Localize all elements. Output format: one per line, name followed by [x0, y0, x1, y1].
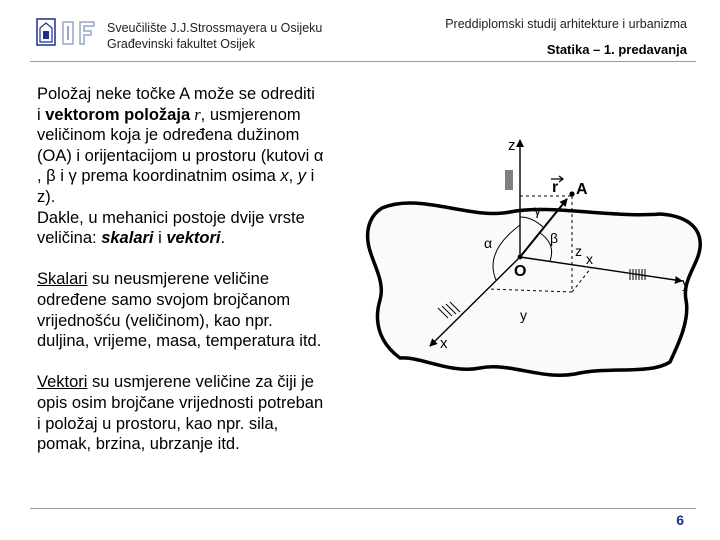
- beta-label: β: [550, 230, 559, 246]
- origin-label: O: [514, 263, 527, 280]
- point-a-dot: [569, 191, 574, 196]
- university-logo: [36, 18, 98, 48]
- p1-line1: Položaj neke točke A može se odrediti: [37, 85, 315, 103]
- lecture-title: Statika – 1. predavanja: [546, 42, 687, 57]
- term-vektori: Vektori: [37, 373, 88, 392]
- faculty-name: Građevinski fakultet Osijek: [107, 37, 255, 51]
- footer-divider: [30, 508, 696, 509]
- term-scalari: Skalari: [37, 270, 88, 289]
- p3-line3: vrijednošću (veličinom), kao npr.: [37, 311, 273, 330]
- p2-line2: veličina: skalari i vektori.: [37, 229, 226, 248]
- p3-line4: duljina, vrijeme, masa, temperatura itd.: [37, 332, 322, 351]
- p3-line2: određene samo svojom brojčanom: [37, 290, 291, 309]
- p4-line4: pomak, brzina, ubrzanje itd.: [37, 435, 240, 454]
- p1-line5: , β i γ prema koordinatnim osima x, y i: [37, 167, 315, 186]
- p4-line2: opis osim brojčane vrijednosti potreban: [37, 393, 324, 412]
- p2-line1: Dakle, u mehanici postoje dvije vrste: [37, 208, 305, 227]
- header-course: [445, 17, 687, 57]
- p1-line4: (OA) i orijentacijom u prostoru (kutovi α: [37, 146, 324, 165]
- x-component-label: x: [586, 251, 593, 267]
- university-name: Sveučilište J.J.Strossmayera u Osijeku: [107, 21, 323, 35]
- point-a-label: A: [576, 181, 588, 198]
- p1-line3: veličinom koja je određena dužinom: [37, 126, 300, 145]
- z-component-label: z: [575, 243, 582, 259]
- vector-r-symbol: r: [190, 104, 201, 124]
- origin-dot: [518, 255, 523, 260]
- p3-line1: Skalari su neusmjerene veličine: [37, 270, 270, 289]
- slide-body: [37, 84, 359, 494]
- hatch-z: [506, 170, 512, 190]
- p4-line1: Vektori su usmjerene veličine za čiji je: [37, 373, 314, 392]
- p4-line3: i položaj u prostoru, kao npr. sila,: [37, 414, 279, 433]
- z-axis-label: z: [508, 137, 516, 154]
- position-vector-diagram: [360, 130, 705, 385]
- y-component-label: y: [520, 307, 527, 323]
- surface-plate: [368, 203, 701, 375]
- p1-line6: z).: [37, 187, 56, 206]
- page-number: 6: [676, 512, 684, 528]
- p1-line2: i vektorom položaja r, usmjerenom: [37, 104, 301, 124]
- study-program: Preddiplomski studij arhitekture i urbanizma: [445, 17, 687, 31]
- term-scalars: skalari: [101, 229, 154, 248]
- y-axis-label: y: [682, 275, 690, 292]
- x-axis-label: x: [440, 335, 448, 352]
- gamma-label: γ: [534, 202, 541, 218]
- term-vectors: vektori: [166, 229, 221, 248]
- vector-r-label: r: [552, 179, 559, 196]
- term-position-vector: vektorom položaja: [45, 105, 191, 124]
- header-divider: [30, 61, 696, 62]
- alpha-label: α: [484, 235, 493, 251]
- header-institution: [107, 20, 322, 52]
